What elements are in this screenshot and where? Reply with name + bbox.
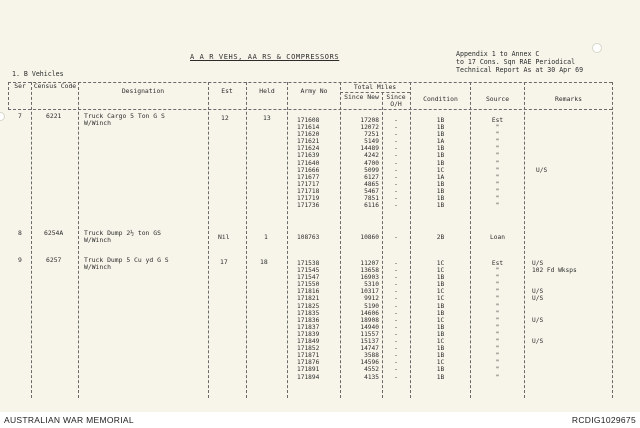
army-no-value: 171608 (297, 117, 320, 124)
designation-line: W/Winch (84, 263, 111, 271)
source-column (472, 117, 523, 209)
source-value: " (495, 152, 500, 160)
column-rule (78, 82, 79, 398)
designation-line: Truck Cargo 5 Ton G S (84, 112, 165, 120)
designation-line: Truck Dump 2½ ton GS (84, 229, 161, 237)
army-no-value: 171624 (297, 145, 320, 153)
condition-value: 1B (436, 302, 445, 310)
since-new-value: 10317 (360, 288, 379, 296)
army-no-value: 171547 (297, 274, 320, 282)
source-value: " (495, 145, 500, 153)
since-new-value: 12072 (360, 124, 379, 132)
condition-value: 1B (436, 309, 445, 317)
source-value: " (495, 330, 500, 338)
section-title: 1. B Vehicles (12, 70, 64, 78)
since-oh-value: - (394, 338, 398, 346)
condition-value: 1A (436, 138, 445, 146)
source-value: " (495, 345, 500, 353)
remarks-value: U/S (532, 260, 544, 267)
remarks-column (532, 260, 577, 381)
appendix-line: Appendix 1 to Annex C (456, 50, 540, 58)
source-value: Est (491, 117, 504, 124)
condition-value: 1B (436, 187, 445, 195)
condition-value: 1B (436, 202, 445, 210)
since-oh-value: - (394, 316, 398, 324)
column-rule (612, 82, 613, 398)
since-oh-value: - (394, 345, 398, 353)
archive-footer (0, 412, 640, 428)
since-oh-value: - (394, 330, 398, 338)
army-no-value: 171816 (297, 288, 320, 296)
remarks-value (532, 310, 577, 317)
archive-name: AUSTRALIAN WAR MEMORIAL (4, 415, 134, 425)
header-condition: Condition (423, 95, 458, 103)
remarks-value: U/S (532, 338, 544, 346)
since-oh-value: - (394, 195, 398, 203)
remarks-column (536, 234, 540, 241)
condition-value: 1B (436, 323, 445, 331)
army-no-value: 171891 (297, 366, 320, 374)
source-value: " (495, 323, 500, 331)
source-value: " (495, 187, 500, 195)
condition-value: 1B (436, 274, 445, 282)
army-no-value: 171614 (297, 124, 320, 132)
source-value: " (495, 195, 500, 203)
vehicle-table (8, 82, 614, 412)
source-value: " (495, 138, 500, 146)
since-new-column (343, 260, 379, 381)
ser-cell: 7 (18, 112, 22, 120)
army-no-value: 171621 (297, 138, 320, 146)
appendix-reference (456, 50, 583, 74)
census-code-cell: 6257 (46, 256, 62, 264)
since-new-value: 17208 (360, 117, 379, 124)
army-no-value: 171666 (297, 166, 320, 174)
since-oh-value: - (394, 309, 398, 317)
remarks-value (532, 274, 577, 281)
header-total-miles: Total Miles (353, 83, 397, 91)
remarks-value (532, 359, 577, 366)
remarks-column (536, 117, 547, 209)
army-no-value: 171719 (297, 195, 320, 203)
source-value: " (495, 159, 500, 167)
condition-value: 1B (436, 195, 445, 203)
since-new-value: 18908 (360, 316, 379, 324)
source-value: " (495, 338, 500, 346)
archive-record-id: RCDIG1029675 (571, 415, 636, 425)
source-value: " (495, 366, 500, 374)
census-code-cell: 6254A (44, 229, 64, 237)
condition-value: 1B (436, 352, 445, 360)
header-remarks: Remarks (555, 95, 582, 103)
since-new-value: 11207 (360, 260, 379, 267)
header-designation: Designation (121, 87, 165, 95)
source-value: " (495, 173, 500, 181)
condition-value: 1B (436, 366, 445, 374)
army-no-value: 171736 (297, 202, 320, 210)
source-value: " (495, 288, 500, 296)
source-column (472, 234, 523, 241)
punch-hole (592, 43, 602, 53)
since-new-value: 4700 (364, 159, 379, 167)
since-oh-value: - (394, 302, 398, 310)
army-no-column (297, 260, 319, 381)
remarks-value: U/S (532, 288, 544, 296)
army-no-value: 171836 (297, 316, 320, 324)
source-value: " (495, 180, 500, 188)
condition-value: 1B (436, 373, 445, 381)
army-no-value: 171821 (297, 295, 320, 303)
since-oh-value: - (394, 373, 398, 381)
army-no-value: 171876 (297, 359, 320, 367)
since-new-value: 14489 (360, 145, 379, 153)
since-oh-value: - (394, 159, 398, 167)
source-value: " (495, 316, 500, 324)
since-oh-column (384, 260, 408, 381)
remarks-value (532, 281, 577, 288)
source-value: " (495, 166, 500, 174)
condition-value: 1C (436, 338, 445, 346)
army-no-value: 171545 (297, 267, 320, 275)
remarks-value (532, 324, 577, 331)
since-new-value: 5467 (364, 187, 379, 195)
source-value: " (495, 267, 500, 275)
since-oh-value: - (394, 152, 398, 160)
army-no-value: 171620 (297, 131, 320, 139)
held-cell: 1 (264, 233, 268, 241)
since-new-value: 4242 (364, 152, 379, 160)
header-source: Source (485, 95, 510, 103)
header-since-oh: Since O/H (386, 93, 406, 108)
remarks-value (536, 202, 547, 209)
source-value: " (495, 302, 500, 310)
remarks-value (536, 174, 547, 181)
condition-value: 1B (436, 124, 445, 132)
army-no-value: 171717 (297, 180, 320, 188)
since-new-value: 3588 (364, 352, 379, 360)
since-oh-value: - (394, 138, 398, 146)
since-new-value: 7251 (364, 131, 379, 139)
source-value: Est (491, 260, 504, 267)
since-oh-value: - (394, 117, 398, 124)
remarks-value (532, 374, 577, 381)
remarks-value (536, 188, 547, 195)
since-new-value: 14596 (360, 359, 379, 367)
remarks-value (536, 195, 547, 202)
remarks-value (536, 145, 547, 152)
army-no-value: 171852 (297, 345, 320, 353)
since-new-value: 14747 (360, 345, 379, 353)
remarks-value (532, 331, 577, 338)
army-no-value: 171894 (297, 373, 320, 381)
source-value: " (495, 124, 500, 132)
since-new-value: 5099 (364, 166, 379, 174)
source-value: " (495, 309, 500, 317)
remarks-value (532, 345, 577, 352)
since-oh-value: - (394, 173, 398, 181)
held-cell: 13 (263, 114, 271, 122)
remarks-value (536, 124, 547, 131)
condition-value: 1C (436, 166, 445, 174)
source-value: " (495, 131, 500, 139)
since-oh-value: - (394, 234, 398, 241)
source-column (472, 260, 523, 381)
designation-cell (84, 257, 169, 271)
condition-value: 1B (436, 152, 445, 160)
army-no-value: 171639 (297, 152, 320, 160)
since-oh-value: - (394, 145, 398, 153)
designation-line: Truck Dump 5 Cu yd G S (84, 256, 169, 264)
since-new-value: 4552 (364, 366, 379, 374)
table-rule (8, 109, 612, 110)
since-new-value: 6116 (364, 202, 379, 210)
since-oh-value: - (394, 281, 398, 289)
since-oh-value: - (394, 274, 398, 282)
since-new-value: 10860 (360, 234, 379, 241)
condition-value: 1B (436, 131, 445, 139)
header-est: Est (221, 87, 233, 95)
source-value: " (495, 352, 500, 360)
table-rule (8, 82, 612, 83)
remarks-value (536, 160, 547, 167)
est-cell: Nil (218, 233, 230, 241)
source-value: " (495, 274, 500, 282)
since-oh-value: - (394, 187, 398, 195)
column-rule (287, 82, 288, 398)
condition-column (412, 234, 469, 241)
ser-cell: 8 (18, 229, 22, 237)
column-rule (246, 82, 247, 398)
since-new-value: 5310 (364, 281, 379, 289)
source-value: Loan (490, 234, 505, 241)
army-no-value: 171640 (297, 159, 320, 167)
condition-value: 1B (436, 330, 445, 338)
army-no-value: 171825 (297, 302, 320, 310)
column-rule (208, 82, 209, 398)
column-rule (524, 82, 525, 398)
since-oh-column (384, 117, 408, 209)
header-held: Held (259, 87, 275, 95)
army-no-value: 171550 (297, 281, 320, 289)
since-oh-value: - (394, 202, 398, 210)
column-rule (8, 82, 9, 110)
column-rule (470, 82, 471, 398)
ser-cell: 9 (18, 256, 22, 264)
header-ser: Ser (14, 82, 26, 90)
since-oh-column (384, 234, 408, 241)
condition-value: 1B (436, 159, 445, 167)
remarks-value (536, 152, 547, 159)
condition-value: 2B (436, 234, 445, 241)
since-oh-value: - (394, 359, 398, 367)
header-army-no: Army No (300, 87, 328, 95)
condition-column (412, 260, 469, 381)
appendix-line: Technical Report As at 30 Apr 69 (456, 66, 584, 74)
since-oh-value: - (394, 295, 398, 303)
condition-value: 1C (436, 267, 445, 275)
header-census-code: Census Code (33, 82, 77, 90)
since-oh-value: - (394, 267, 398, 275)
census-code-cell: 6221 (46, 112, 62, 120)
designation-line: W/Winch (84, 236, 111, 244)
source-value: " (495, 359, 500, 367)
remarks-value (536, 181, 547, 188)
condition-value: 1B (436, 180, 445, 188)
source-value: " (495, 281, 500, 289)
since-new-value: 14940 (360, 323, 379, 331)
army-no-column (297, 234, 319, 241)
condition-value: 1B (436, 117, 445, 124)
remarks-value (536, 117, 547, 124)
condition-value: 1B (436, 145, 445, 153)
condition-value: 1B (436, 281, 445, 289)
punch-hole (0, 112, 5, 121)
designation-cell (84, 230, 161, 244)
header-since-new: Since New (344, 93, 379, 101)
remarks-value (536, 131, 547, 138)
since-new-value: 5190 (364, 302, 379, 310)
since-new-value: 14606 (360, 309, 379, 317)
army-no-value: 171538 (297, 260, 320, 267)
since-new-value: 11557 (360, 330, 379, 338)
since-new-column (343, 234, 379, 241)
est-cell: 17 (220, 258, 228, 266)
condition-value: 1C (436, 316, 445, 324)
since-new-value: 13658 (360, 267, 379, 275)
since-new-value: 7851 (364, 195, 379, 203)
army-no-value: 171677 (297, 173, 320, 181)
held-cell: 18 (260, 258, 268, 266)
condition-value: 1C (436, 288, 445, 296)
condition-column (412, 117, 469, 209)
since-oh-value: - (394, 352, 398, 360)
army-no-value: 108763 (297, 234, 320, 241)
since-oh-value: - (394, 366, 398, 374)
since-new-value: 9912 (364, 295, 379, 303)
appendix-line: to 17 Cons. Sqn RAE Periodical (456, 58, 576, 66)
army-no-column (297, 117, 319, 209)
column-rule (31, 82, 32, 398)
since-new-value: 5149 (364, 138, 379, 146)
source-value: " (495, 295, 500, 303)
column-rule (382, 92, 383, 398)
since-oh-value: - (394, 288, 398, 296)
remarks-value (536, 234, 540, 241)
remarks-value: U/S (536, 166, 548, 174)
condition-value: 1A (436, 173, 445, 181)
remarks-value (532, 352, 577, 359)
remarks-value (536, 138, 547, 145)
source-value: " (495, 202, 500, 210)
remarks-value (532, 366, 577, 373)
since-new-value: 4135 (364, 373, 379, 381)
remarks-value (532, 303, 577, 310)
condition-value: 1C (436, 295, 445, 303)
since-new-value: 6127 (364, 173, 379, 181)
army-no-value: 171839 (297, 330, 320, 338)
est-cell: 12 (221, 114, 229, 122)
condition-value: 1B (436, 345, 445, 353)
source-value: " (495, 373, 500, 381)
since-new-value: 4865 (364, 180, 379, 188)
document-heading: A A R VEHS, AA RS & COMPRESSORS (190, 53, 340, 61)
remarks-value: 102 Fd Wksps (532, 267, 577, 275)
remarks-value: U/S (532, 295, 544, 303)
army-no-value: 171837 (297, 323, 320, 331)
since-oh-value: - (394, 166, 398, 174)
since-oh-value: - (394, 131, 398, 139)
army-no-value: 171871 (297, 352, 320, 360)
column-rule (340, 82, 341, 398)
designation-line: W/Winch (84, 119, 111, 127)
since-oh-value: - (394, 323, 398, 331)
condition-value: 1C (436, 260, 445, 267)
army-no-value: 171849 (297, 338, 320, 346)
column-rule (410, 82, 411, 398)
since-new-value: 15137 (360, 338, 379, 346)
since-oh-value: - (394, 260, 398, 267)
since-oh-value: - (394, 124, 398, 132)
remarks-value: U/S (532, 316, 544, 324)
since-oh-value: - (394, 180, 398, 188)
since-new-value: 16903 (360, 274, 379, 282)
army-no-value: 171718 (297, 187, 320, 195)
designation-cell (84, 113, 165, 127)
condition-value: 1C (436, 359, 445, 367)
army-no-value: 171835 (297, 309, 320, 317)
since-new-column (343, 117, 379, 209)
